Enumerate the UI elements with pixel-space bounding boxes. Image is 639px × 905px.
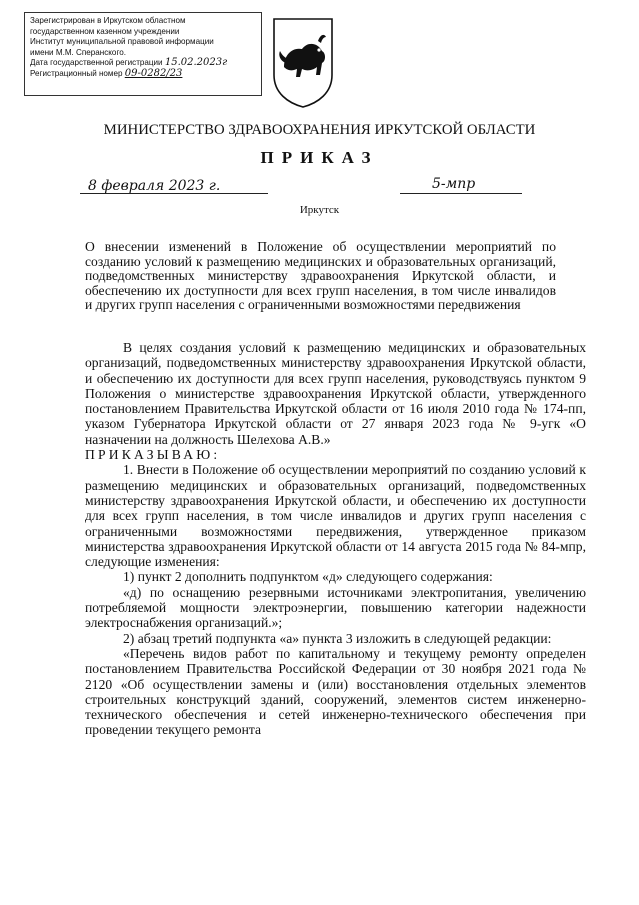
registration-line: Институт муниципальной правовой информации xyxy=(30,37,214,47)
body-paragraph: В целях создания условий к размещению медицинских и образовательных организаций, подведомственных министерству здравоохранения Иркутской области, и обеспечению их доступности для всех групп населения, руководствуясь пунктом 9 Положения о министерстве здравоохранения Иркутской области, утвержденного постановлением Правительства Иркутской области от 16 июля 2010 года № 174-пп, указом Губернатора Иркутской области от 27 января 2023 года № 9-угк «О назначении на должность Шелехова А.В.» xyxy=(85,340,586,447)
body-paragraph: 1) пункт 2 дополнить подпунктом «д» следующего содержания: xyxy=(123,569,493,585)
registration-date-value: 15.02.2023г xyxy=(164,57,228,69)
order-date: 8 февраля 2023 г. xyxy=(88,178,221,194)
body-paragraph: «Перечень видов работ по капитальному и текущему ремонту определен постановлением Правительства Российской Федерации от 30 ноября 2021 года № 2120 «Об осуществлении замены и (или) восстановления отдельных элементов строительных конструкций зданий, сооружений, элементов систем инженерно-технического обеспечения и сетей инженерно-технического обеспечения при проведении текущего ремонта xyxy=(85,645,586,738)
city: Иркутск xyxy=(299,204,340,216)
order-keyword: ПРИКАЗЫВАЮ: xyxy=(85,447,221,463)
document-type: ПРИКАЗ xyxy=(260,148,379,167)
registration-number-row xyxy=(30,69,261,80)
document-title: О внесении изменений в Положение об осуществлении мероприятий по созданию условий к размещению медицинских и образовательных организаций, подведомственных министерству здравоохранения Иркутской области, и обеспечению их доступности для всех групп населения, в том числе инвалидов и других групп населения с ограниченными возможностями передвижения xyxy=(85,239,556,313)
registration-number-value: 09-0282/23 xyxy=(124,67,183,79)
body-paragraph: 2) абзац третий подпункта «а» пункта 3 изложить в следующей редакции: xyxy=(123,630,552,646)
body-paragraph: 1. Внести в Положение об осуществлении мероприятий по созданию условий к размещению медицинских и образовательных организаций, подведомственных министерству здравоохранения Иркутской области, и обеспечению их доступности для всех групп населения, в том числе инвалидов и других групп населения с ограниченными возможностями передвижения, утвержденное приказом министерства здравоохранения Иркутской области от 14 августа 2015 года № 84-мпр, следующие изменения: xyxy=(85,462,586,570)
coat-of-arms-icon xyxy=(272,17,334,109)
registration-date-label: Дата государственной регистрации xyxy=(30,58,163,68)
registration-line: имени М.М. Сперанского. xyxy=(30,47,126,57)
registration-line: государственном казенном учреждении xyxy=(30,26,180,36)
order-number: 5-мпр xyxy=(432,176,476,192)
registration-stamp xyxy=(24,12,262,96)
registration-number-label: Регистрационный номер xyxy=(30,68,123,78)
registration-line: Зарегистрирован в Иркутском областном xyxy=(30,16,186,25)
document-body xyxy=(85,340,586,738)
date-underline xyxy=(80,193,268,194)
number-underline xyxy=(400,193,522,194)
body-paragraph: «д) по оснащению резервными источниками электропитания, увеличению потребляемой мощности электроэнергии, повышению категории надежности электроснабжения организаций.»; xyxy=(85,584,586,631)
ministry-name: МИНИСТЕРСТВО ЗДРАВООХРАНЕНИЯ ИРКУТСКОЙ ОБЛАСТИ xyxy=(103,122,536,138)
